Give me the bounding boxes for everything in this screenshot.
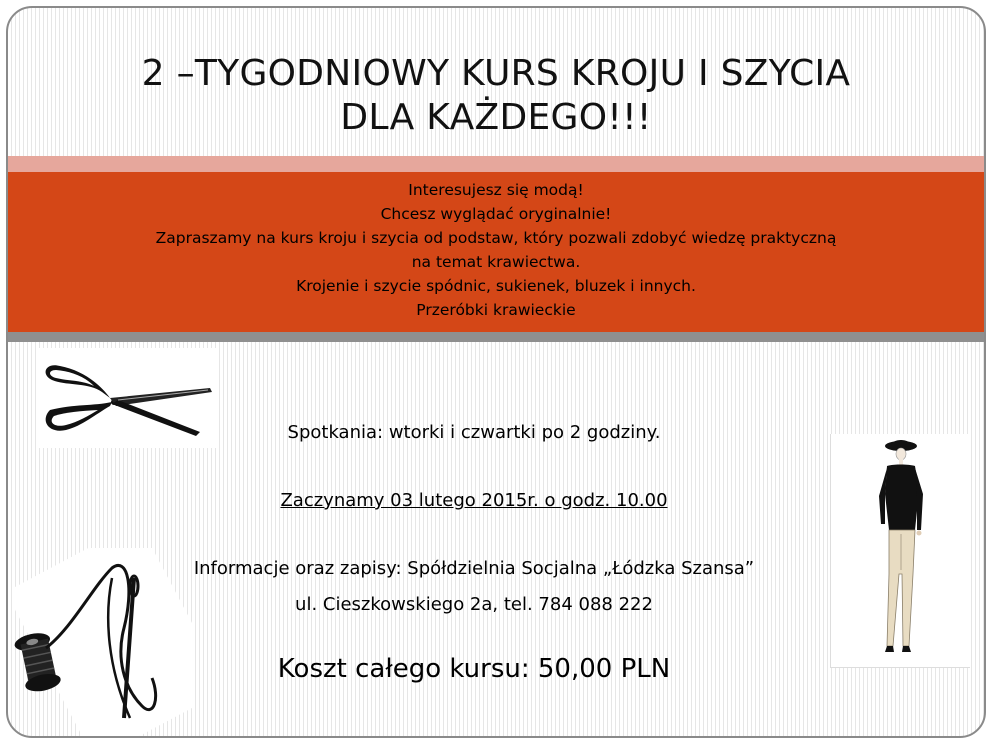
intro-line-1: Interesujesz się modą!: [408, 181, 584, 199]
contact-info: Informacje oraz zapisy: Spółdzielnia Socjalna „Łódzka Szansa”: [193, 558, 755, 579]
intro-line-5: Krojenie i szycie spódnic, sukienek, bluzek i innych.: [296, 277, 696, 295]
intro-line-6: Przeróbki krawieckie: [416, 301, 576, 319]
flyer-slide: [6, 6, 986, 738]
intro-band: [8, 172, 984, 332]
intro-line-3: Zapraszamy na kurs kroju i szycia od podstaw, który pozwali zdobyć wiedzę praktyczną: [155, 229, 837, 247]
fashion-figure-frame: [830, 434, 970, 668]
pink-strip: [8, 156, 984, 172]
course-cost: Koszt całego kursu: 50,00 PLN: [277, 654, 671, 684]
start-date-info: Zaczynamy 03 lutego 2015r. o godz. 10.00: [280, 490, 668, 511]
meetings-info: Spotkania: wtorki i czwartki po 2 godziny.: [287, 422, 661, 443]
intro-line-4: na temat krawiectwa.: [411, 253, 581, 271]
address-phone-info: ul. Cieszkowskiego 2a, tel. 784 088 222: [295, 594, 653, 615]
title-line-2: DLA KAŻDEGO!!!: [340, 97, 652, 138]
intro-line-2: Chcesz wyglądać oryginalnie!: [380, 205, 612, 223]
page-title: [8, 52, 984, 140]
divider-strip: [8, 332, 984, 342]
fashion-figure-icon: [831, 434, 971, 668]
title-line-1: 2 –TYGODNIOWY KURS KROJU I SZYCIA: [141, 53, 851, 94]
